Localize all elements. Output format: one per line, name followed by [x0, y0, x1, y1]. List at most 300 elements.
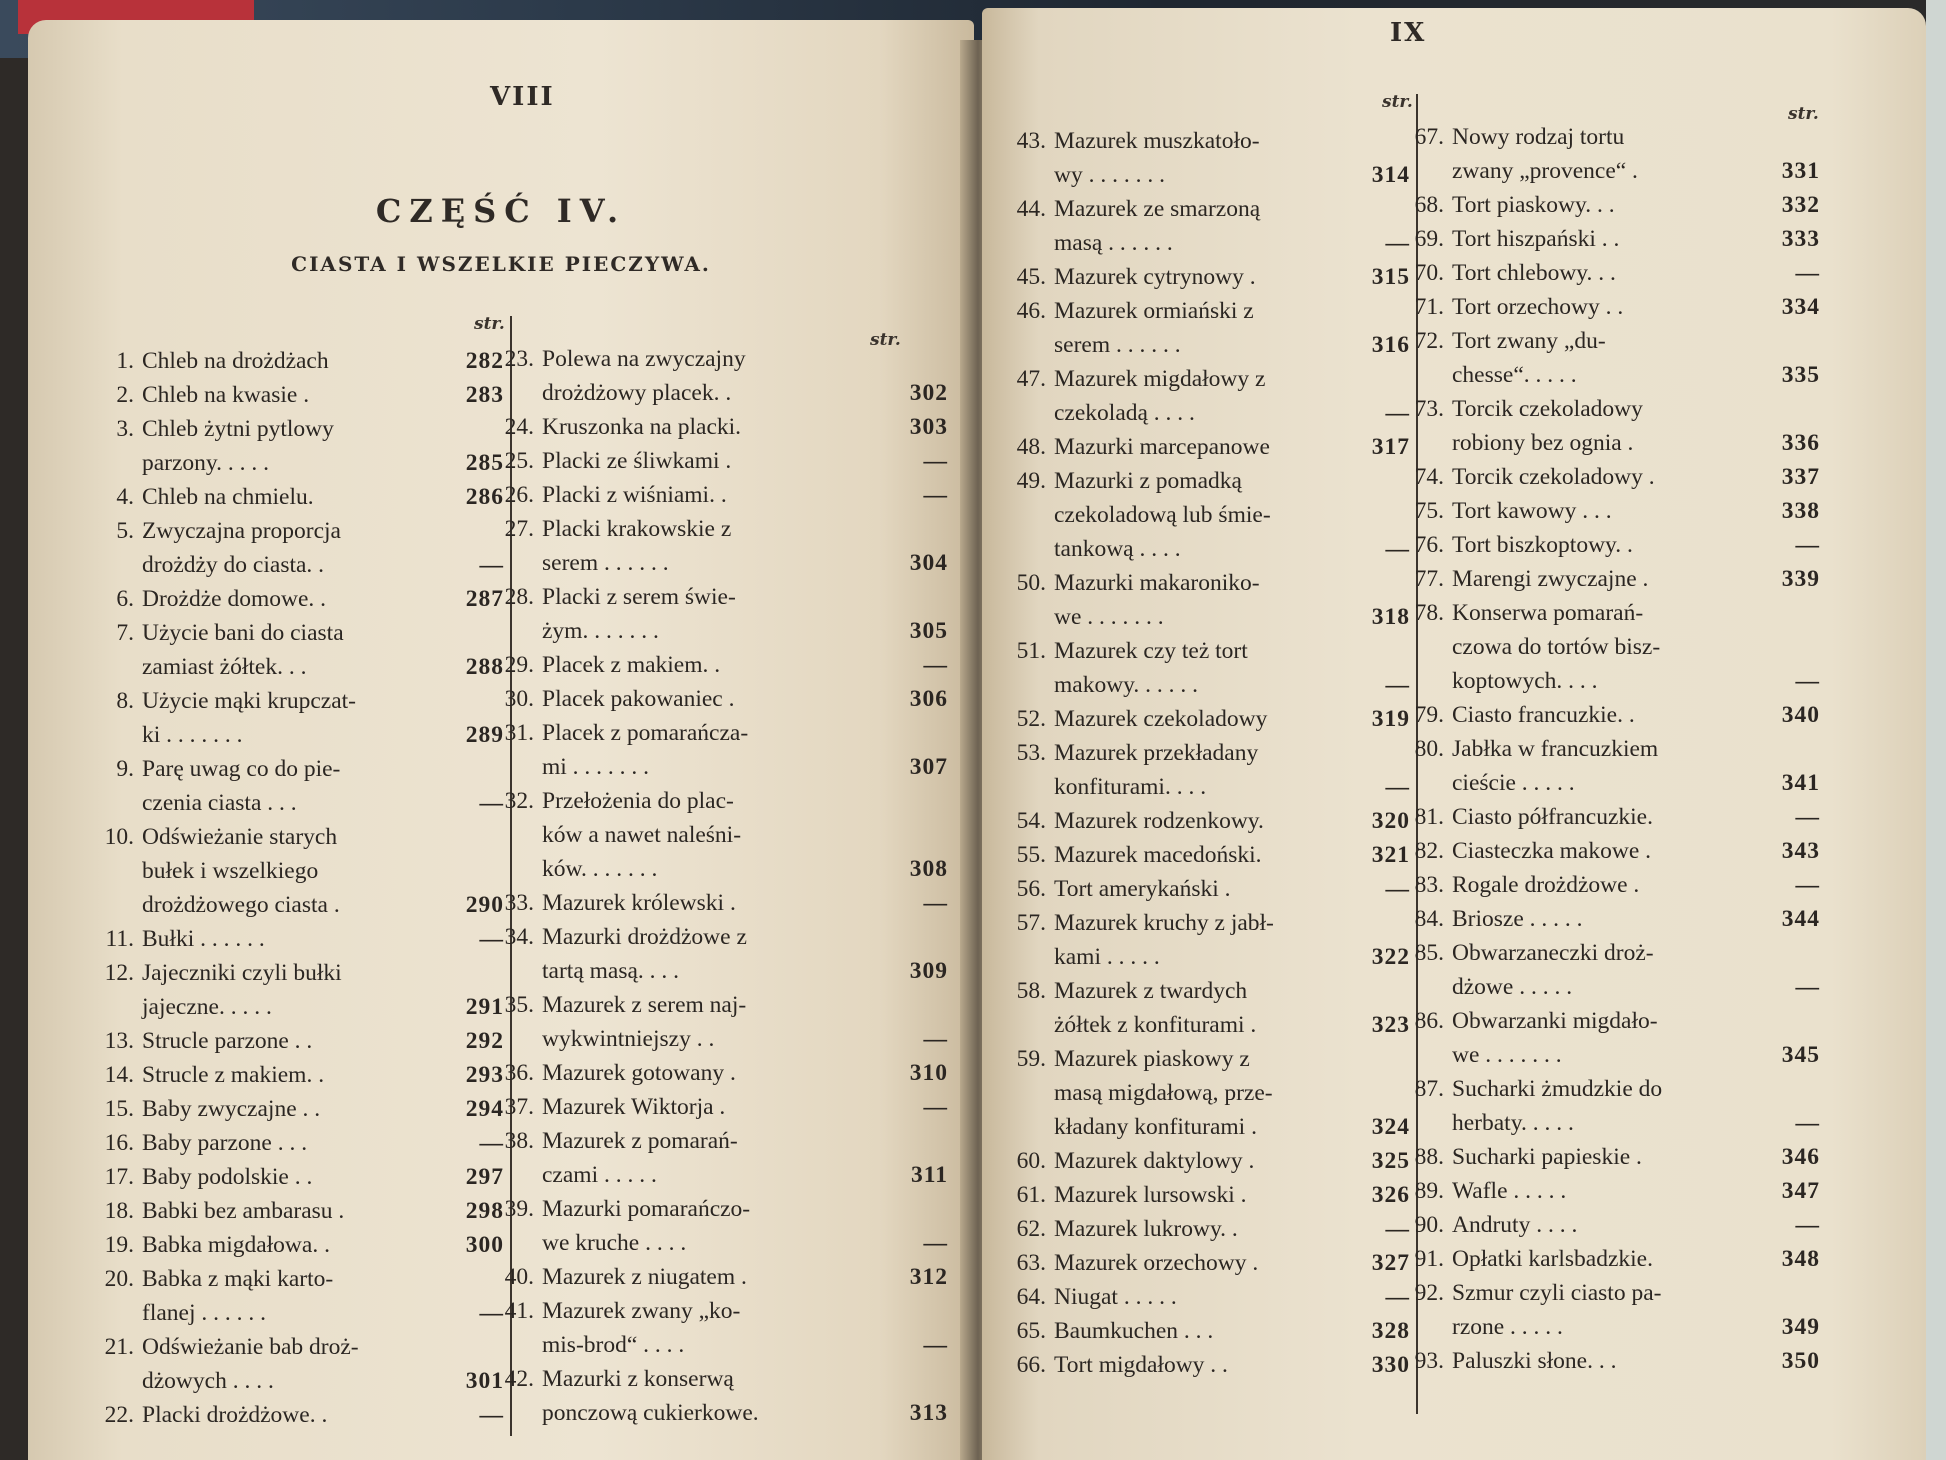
toc-entry	[490, 512, 948, 580]
toc-entry-continuation-line	[490, 1328, 948, 1362]
toc-entry	[490, 1362, 948, 1430]
toc-entry-continuation-line	[1002, 158, 1410, 192]
toc-entry-title: Strucle parzone . .	[142, 1028, 313, 1054]
toc-entry-title: jajeczne. . . . .	[142, 994, 272, 1020]
toc-entry-page: 315	[1371, 264, 1410, 290]
toc-entry-page: —	[1795, 668, 1820, 694]
toc-entry-first-line	[1400, 562, 1820, 596]
toc-entry-title: Mazurek kruchy z jabł-	[1054, 910, 1274, 936]
toc-entry-number: 87.	[1414, 1076, 1444, 1102]
toc-entry-title: masą migdałową, prze-	[1054, 1080, 1273, 1106]
toc-entry-title: drożdży do ciasta. .	[142, 552, 325, 578]
toc-entry-continuation-line	[1400, 426, 1820, 460]
toc-entry-first-line	[90, 514, 504, 548]
toc-entry-first-line	[490, 1090, 948, 1124]
toc-entry-first-line	[1400, 1004, 1820, 1038]
toc-entry-page: 301	[465, 1368, 504, 1394]
toc-entry-first-line	[1400, 1344, 1820, 1378]
toc-entry-first-line	[1400, 324, 1820, 358]
toc-entry-page: 335	[1781, 362, 1820, 388]
toc-entry-title: Sucharki papieskie .	[1452, 1144, 1642, 1170]
toc-entry	[490, 886, 948, 920]
toc-entry-continuation-line	[1002, 1110, 1410, 1144]
toc-entry-first-line	[490, 478, 948, 512]
col-header-str-left-1: str.	[474, 314, 505, 334]
toc-entry-page: —	[1795, 260, 1820, 286]
toc-entry-continuation-line	[90, 990, 504, 1024]
toc-entry-number: 24.	[504, 414, 534, 440]
toc-entry	[1400, 324, 1820, 392]
toc-entry-page: 290	[465, 892, 504, 918]
toc-entry-first-line	[1002, 566, 1410, 600]
toc-entry-title: wykwintniejszy . .	[542, 1026, 715, 1052]
page-number-right: IX	[1390, 18, 1427, 48]
toc-entry-title: wy . . . . . . .	[1054, 162, 1165, 188]
toc-entry-number: 5.	[116, 518, 134, 544]
toc-entry-title: mis-brod“ . . . .	[542, 1332, 685, 1358]
toc-entry-continuation-line	[90, 854, 504, 888]
toc-entry-title: flanej . . . . . .	[142, 1300, 266, 1326]
toc-entry	[1400, 834, 1820, 868]
toc-entry-first-line	[1002, 362, 1410, 396]
toc-entry-number: 79.	[1414, 702, 1444, 728]
toc-entry-first-line	[1002, 1348, 1410, 1382]
toc-entry-first-line	[1400, 1242, 1820, 1276]
toc-entry-title: Niugat . . . . .	[1054, 1284, 1177, 1310]
toc-entry-continuation-line	[1400, 154, 1820, 188]
toc-entry-number: 75.	[1414, 498, 1444, 524]
toc-entry	[1002, 1246, 1410, 1280]
toc-entry-first-line	[90, 378, 504, 412]
toc-entry-continuation-line	[490, 1226, 948, 1260]
toc-entry	[1002, 1348, 1410, 1382]
toc-entry-title: Mazurek macedoński.	[1054, 842, 1262, 868]
toc-entry-page: —	[1385, 876, 1410, 902]
toc-entry-page: 288	[465, 654, 504, 680]
toc-entry-first-line	[90, 1194, 504, 1228]
toc-entry	[1002, 294, 1410, 362]
toc-entry-first-line	[1400, 188, 1820, 222]
toc-entry-title: Babki bez ambarasu .	[142, 1198, 345, 1224]
toc-entry-number: 36.	[504, 1060, 534, 1086]
toc-entry-continuation-line	[1002, 600, 1410, 634]
toc-entry-continuation-line	[1400, 630, 1820, 664]
toc-entry-page: 314	[1371, 162, 1410, 188]
toc-entry-title: mi . . . . . . .	[542, 754, 650, 780]
toc-entry-number: 69.	[1414, 226, 1444, 252]
toc-entry	[1002, 260, 1410, 294]
toc-entry-page: 338	[1781, 498, 1820, 524]
toc-entry-first-line	[1400, 290, 1820, 324]
toc-entry-title: Opłatki karlsbadzkie.	[1452, 1246, 1653, 1272]
toc-entry-first-line	[1002, 872, 1410, 906]
toc-entry-title: Baby parzone . . .	[142, 1130, 308, 1156]
toc-entry-continuation-line	[490, 852, 948, 886]
toc-entry-first-line	[490, 410, 948, 444]
toc-entry-title: ponczową cukierkowe.	[542, 1400, 759, 1426]
toc-entry-title: Tort kawowy . . .	[1452, 498, 1612, 524]
col-header-str-left-2: str.	[870, 330, 901, 350]
toc-entry-page: —	[923, 482, 948, 508]
toc-entry-number: 38.	[504, 1128, 534, 1154]
toc-entry-number: 59.	[1016, 1046, 1046, 1072]
toc-entry	[1400, 800, 1820, 834]
toc-entry-first-line	[1002, 736, 1410, 770]
toc-entry-first-line	[90, 1398, 504, 1432]
toc-entry-page: —	[1385, 1216, 1410, 1242]
toc-entry-number: 26.	[504, 482, 534, 508]
toc-entry-page: —	[1385, 672, 1410, 698]
toc-entry-page: 331	[1781, 158, 1820, 184]
toc-entry-title: chesse“. . . . .	[1452, 362, 1577, 388]
toc-entry-first-line	[490, 444, 948, 478]
toc-entry-title: Placki krakowskie z	[542, 516, 732, 542]
toc-entry-page: 313	[909, 1400, 948, 1426]
toc-entry-continuation-line	[490, 546, 948, 580]
toc-entry-first-line	[1400, 1072, 1820, 1106]
toc-entry-page: 347	[1781, 1178, 1820, 1204]
toc-entry	[1400, 222, 1820, 256]
toc-entry-title: tartą masą. . . .	[542, 958, 680, 984]
toc-entry-first-line	[490, 988, 948, 1022]
toc-entry-title: Użycie bani do ciasta	[142, 620, 344, 646]
toc-entry-number: 52.	[1016, 706, 1046, 732]
toc-entry-first-line	[1400, 834, 1820, 868]
toc-entry-number: 1.	[116, 348, 134, 374]
toc-entry-title: Mazurek muszkatoło-	[1054, 128, 1260, 154]
toc-entry-title: robiony bez ognia .	[1452, 430, 1634, 456]
toc-entry-page: 317	[1371, 434, 1410, 460]
toc-entry-title: Jajeczniki czyli bułki	[142, 960, 342, 986]
col-header-str-right-1: str.	[1382, 92, 1413, 112]
toc-entry	[90, 1194, 504, 1228]
toc-entry	[1400, 1242, 1820, 1276]
toc-entry-title: bułek i wszelkiego	[142, 858, 319, 884]
toc-entry	[90, 820, 504, 922]
toc-entry	[490, 1090, 948, 1124]
toc-entry-number: 54.	[1016, 808, 1046, 834]
toc-entry-title: Konserwa pomarań-	[1452, 600, 1644, 626]
toc-entry-page: 304	[909, 550, 948, 576]
toc-entry-page: 340	[1781, 702, 1820, 728]
toc-entry	[90, 1228, 504, 1262]
toc-entry	[1400, 902, 1820, 936]
toc-entry-first-line	[490, 1294, 948, 1328]
toc-entry-title: Kruszonka na placki.	[542, 414, 742, 440]
toc-entry-continuation-line	[90, 548, 504, 582]
toc-entry-number: 65.	[1016, 1318, 1046, 1344]
toc-entry-page: —	[1385, 400, 1410, 426]
toc-entry-title: Odświeżanie bab droż-	[142, 1334, 359, 1360]
toc-entry	[1400, 562, 1820, 596]
toc-entry-number: 37.	[504, 1094, 534, 1120]
toc-entry-first-line	[1400, 528, 1820, 562]
toc-entry-continuation-line	[90, 650, 504, 684]
toc-entry-continuation-line	[90, 446, 504, 480]
toc-entry-first-line	[490, 716, 948, 750]
toc-entry-number: 57.	[1016, 910, 1046, 936]
toc-entry-title: rzone . . . . .	[1452, 1314, 1563, 1340]
toc-entry	[90, 616, 504, 684]
toc-entry	[1002, 634, 1410, 702]
toc-entry-number: 28.	[504, 584, 534, 610]
toc-entry-first-line	[1400, 460, 1820, 494]
toc-entry-page: 303	[909, 414, 948, 440]
toc-entry-number: 47.	[1016, 366, 1046, 392]
toc-entry	[1400, 460, 1820, 494]
toc-entry-page: 324	[1371, 1114, 1410, 1140]
toc-entry-number: 72.	[1414, 328, 1444, 354]
toc-entry-title: Tort hiszpański . .	[1452, 226, 1620, 252]
toc-entry-first-line	[1400, 800, 1820, 834]
toc-entry-page: 349	[1781, 1314, 1820, 1340]
toc-entry-first-line	[90, 344, 504, 378]
toc-entry-first-line	[1400, 868, 1820, 902]
toc-entry-title: dżowe . . . . .	[1452, 974, 1573, 1000]
toc-entry-title: Jabłka w francuzkiem	[1452, 736, 1659, 762]
toc-entry-title: drożdżowego ciasta .	[142, 892, 340, 918]
toc-entry-title: Strucle z makiem. .	[142, 1062, 325, 1088]
toc-entry-page: —	[1795, 804, 1820, 830]
toc-entry	[90, 412, 504, 480]
toc-entry-number: 73.	[1414, 396, 1444, 422]
toc-entry-title: Baby zwyczajne . .	[142, 1096, 321, 1122]
toc-entry-page: 350	[1781, 1348, 1820, 1374]
toc-entry-number: 56.	[1016, 876, 1046, 902]
toc-entry	[490, 1056, 948, 1090]
toc-entry	[90, 1262, 504, 1330]
toc-entry-first-line	[1400, 120, 1820, 154]
toc-entry-page: 286	[465, 484, 504, 510]
toc-entry	[1400, 528, 1820, 562]
toc-entry-page: 343	[1781, 838, 1820, 864]
toc-entry-continuation-line	[1400, 1038, 1820, 1072]
toc-entry-title: Szmur czyli ciasto pa-	[1452, 1280, 1662, 1306]
toc-entry-title: Mazurek z niugatem .	[542, 1264, 747, 1290]
toc-entry-title: Przełożenia do plac-	[542, 788, 734, 814]
toc-entry-title: Briosze . . . . .	[1452, 906, 1583, 932]
toc-entry	[490, 1294, 948, 1362]
toc-entry-continuation-line	[490, 954, 948, 988]
toc-entry-number: 92.	[1414, 1280, 1444, 1306]
toc-entry-first-line	[1002, 974, 1410, 1008]
toc-entry-page: 320	[1371, 808, 1410, 834]
toc-entry-continuation-line	[90, 1364, 504, 1398]
toc-entry-number: 21.	[104, 1334, 134, 1360]
toc-entry-first-line	[490, 648, 948, 682]
toc-entry-number: 49.	[1016, 468, 1046, 494]
toc-entry-page: 341	[1781, 770, 1820, 796]
toc-entry-number: 8.	[116, 688, 134, 714]
toc-entry-title: Mazurek ze smarzoną	[1054, 196, 1261, 222]
toc-entry	[90, 480, 504, 514]
toc-entry	[90, 378, 504, 412]
toc-entry-number: 32.	[504, 788, 534, 814]
toc-entry-continuation-line	[490, 1158, 948, 1192]
toc-entry-page: —	[923, 1332, 948, 1358]
toc-entry-page: 285	[465, 450, 504, 476]
toc-entry	[1400, 1344, 1820, 1378]
toc-entry-page: 323	[1371, 1012, 1410, 1038]
toc-entry-first-line	[90, 1058, 504, 1092]
toc-entry	[90, 1024, 504, 1058]
toc-entry-title: Tort migdałowy . .	[1054, 1352, 1228, 1378]
toc-entry-first-line	[90, 616, 504, 650]
toc-entry-title: Użycie mąki krupczat-	[142, 688, 357, 714]
toc-entry-number: 83.	[1414, 872, 1444, 898]
toc-entry-page: 326	[1371, 1182, 1410, 1208]
toc-entry-first-line	[490, 1192, 948, 1226]
toc-entry-number: 29.	[504, 652, 534, 678]
toc-entry-title: we . . . . . . .	[1054, 604, 1164, 630]
toc-entry-number: 14.	[104, 1062, 134, 1088]
toc-entry-number: 86.	[1414, 1008, 1444, 1034]
toc-entry-first-line	[490, 886, 948, 920]
toc-entry-continuation-line	[1002, 498, 1410, 532]
toc-entry-first-line	[1400, 1208, 1820, 1242]
toc-entry-first-line	[90, 820, 504, 854]
toc-entry-first-line	[490, 1124, 948, 1158]
toc-entry-title: Ciasteczka makowe .	[1452, 838, 1652, 864]
toc-entry-page: 309	[909, 958, 948, 984]
toc-entry	[490, 648, 948, 682]
toc-entry-title: Placki ze śliwkami .	[542, 448, 732, 474]
toc-entry-number: 27.	[504, 516, 534, 542]
toc-entry-continuation-line	[90, 786, 504, 820]
toc-entry	[490, 444, 948, 478]
toc-entry	[1400, 290, 1820, 324]
toc-entry-title: czami . . . . .	[542, 1162, 657, 1188]
toc-entry-number: 2.	[116, 382, 134, 408]
toc-entry-page: 319	[1371, 706, 1410, 732]
toc-entry-first-line	[1400, 1174, 1820, 1208]
toc-entry-page: —	[479, 1300, 504, 1326]
toc-entry-page: 330	[1371, 1352, 1410, 1378]
toc-entry-number: 61.	[1016, 1182, 1046, 1208]
toc-entry	[490, 716, 948, 784]
toc-entry-title: Baumkuchen . . .	[1054, 1318, 1214, 1344]
toc-entry-first-line	[1400, 732, 1820, 766]
toc-entry-title: Mazurek migdałowy z	[1054, 366, 1266, 392]
toc-entry-number: 7.	[116, 620, 134, 646]
toc-entry	[1400, 120, 1820, 188]
toc-entry-title: Ciasto półfrancuzkie.	[1452, 804, 1653, 830]
toc-entry-first-line	[1400, 1276, 1820, 1310]
toc-entry	[90, 684, 504, 752]
toc-entry-page: —	[479, 1130, 504, 1156]
toc-entry-title: Mazurki marcepanowe	[1054, 434, 1270, 460]
toc-entry-page: —	[1795, 1212, 1820, 1238]
toc-entry-number: 23.	[504, 346, 534, 372]
toc-entry	[1400, 868, 1820, 902]
toc-entry-page: 308	[909, 856, 948, 882]
toc-entry-continuation-line	[1002, 940, 1410, 974]
toc-entry-first-line	[1002, 1144, 1410, 1178]
toc-entry-number: 50.	[1016, 570, 1046, 596]
toc-entry-continuation-line	[1002, 226, 1410, 260]
toc-entry-title: Zwyczajna proporcja	[142, 518, 341, 544]
toc-entry-number: 64.	[1016, 1284, 1046, 1310]
toc-entry-first-line	[1400, 256, 1820, 290]
toc-entry-continuation-line	[490, 1396, 948, 1430]
toc-entry-number: 58.	[1016, 978, 1046, 1004]
toc-entry-title: Mazurek z twardych	[1054, 978, 1248, 1004]
toc-entry-title: masą . . . . . .	[1054, 230, 1173, 256]
toc-entry-number: 6.	[116, 586, 134, 612]
toc-entry-number: 9.	[116, 756, 134, 782]
toc-entry-title: Mazurki makaroniko-	[1054, 570, 1260, 596]
toc-entry-first-line	[490, 512, 948, 546]
toc-entry-title: Tort orzechowy . .	[1452, 294, 1624, 320]
toc-entry-first-line	[1002, 906, 1410, 940]
toc-entry	[90, 956, 504, 1024]
toc-entry-continuation-line	[1400, 1310, 1820, 1344]
toc-entry-number: 41.	[504, 1298, 534, 1324]
toc-entry	[490, 1260, 948, 1294]
toc-column-right-2	[1400, 120, 1820, 1378]
toc-entry-page: 325	[1371, 1148, 1410, 1174]
toc-entry-number: 45.	[1016, 264, 1046, 290]
toc-entry	[1400, 256, 1820, 290]
toc-entry-title: czekoladową lub śmie-	[1054, 502, 1271, 528]
toc-entry-title: Polewa na zwyczajny	[542, 346, 746, 372]
toc-entry-number: 22.	[104, 1402, 134, 1428]
toc-entry-title: Chleb na kwasie .	[142, 382, 310, 408]
toc-entry-number: 43.	[1016, 128, 1046, 154]
toc-entry-first-line	[490, 342, 948, 376]
toc-entry-first-line	[1400, 596, 1820, 630]
toc-entry-first-line	[490, 1362, 948, 1396]
toc-entry-title: Tort amerykański .	[1054, 876, 1231, 902]
toc-entry-page: 344	[1781, 906, 1820, 932]
toc-entry-number: 10.	[104, 824, 134, 850]
toc-entry-number: 67.	[1414, 124, 1444, 150]
toc-entry	[490, 988, 948, 1056]
toc-entry-number: 12.	[104, 960, 134, 986]
toc-entry	[1400, 494, 1820, 528]
toc-entry-title: Mazurki pomarańczo-	[542, 1196, 751, 1222]
toc-entry-first-line	[90, 480, 504, 514]
toc-entry	[1002, 430, 1410, 464]
toc-entry-first-line	[1400, 698, 1820, 732]
toc-entry-title: Mazurki z pomadką	[1054, 468, 1242, 494]
toc-entry-title: koptowych. . . .	[1452, 668, 1598, 694]
toc-entry	[1400, 1174, 1820, 1208]
toc-entry-first-line	[90, 1024, 504, 1058]
toc-column-right-1	[1002, 124, 1410, 1382]
toc-entry	[1400, 392, 1820, 460]
toc-entry-page: 287	[465, 586, 504, 612]
toc-entry-page: 332	[1781, 192, 1820, 218]
toc-entry	[90, 344, 504, 378]
toc-entry-number: 18.	[104, 1198, 134, 1224]
toc-entry-first-line	[90, 1126, 504, 1160]
toc-entry-number: 55.	[1016, 842, 1046, 868]
toc-entry-number: 78.	[1414, 600, 1444, 626]
toc-entry	[490, 580, 948, 648]
toc-entry-continuation-line	[1002, 328, 1410, 362]
toc-entry-title: cieście . . . . .	[1452, 770, 1575, 796]
toc-entry-title: Mazurek orzechowy .	[1054, 1250, 1259, 1276]
toc-entry-number: 93.	[1414, 1348, 1444, 1374]
toc-entry-first-line	[1002, 124, 1410, 158]
toc-entry	[1002, 1178, 1410, 1212]
toc-entry-number: 66.	[1016, 1352, 1046, 1378]
toc-entry-first-line	[1400, 1140, 1820, 1174]
toc-entry-title: czekoladą . . . .	[1054, 400, 1195, 426]
toc-entry-title: serem . . . . . .	[1054, 332, 1181, 358]
toc-entry	[90, 1092, 504, 1126]
